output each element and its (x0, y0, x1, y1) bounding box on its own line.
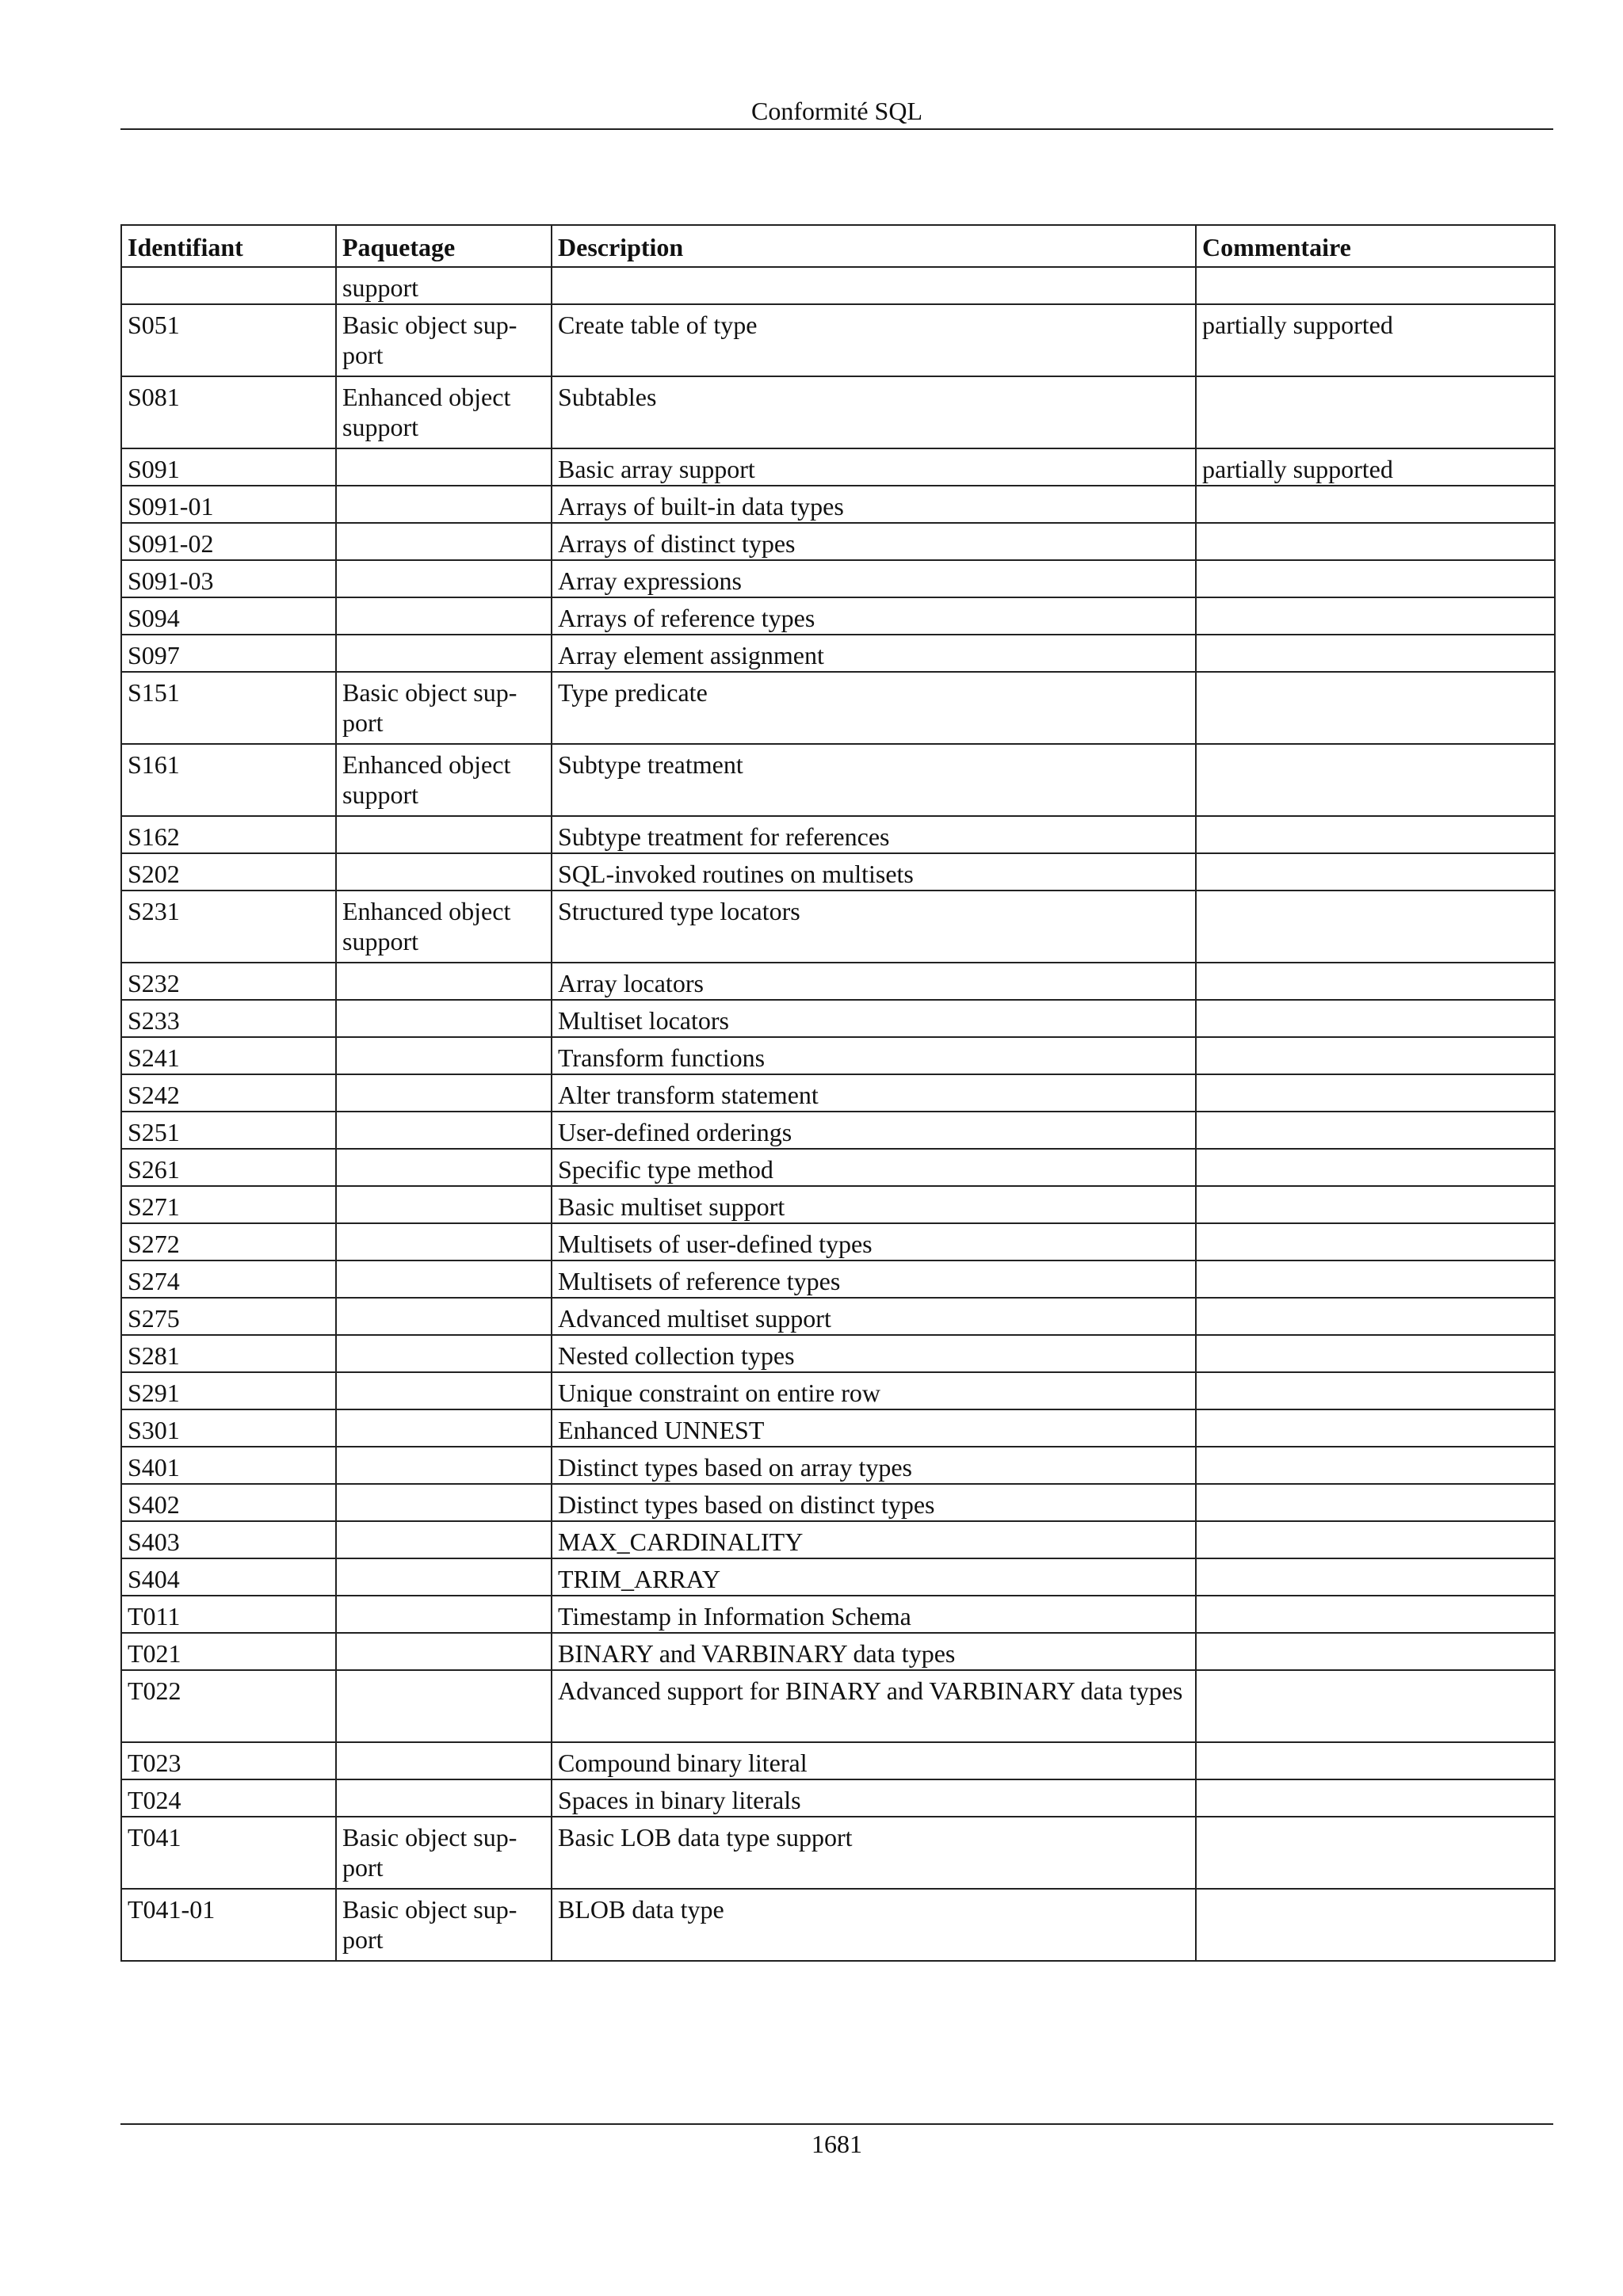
cell-paquetage: Basic object sup-port (336, 672, 552, 744)
cell-description: TRIM_ARRAY (552, 1558, 1196, 1596)
cell-paquetage (336, 1186, 552, 1223)
column-header-description: Description (552, 225, 1196, 267)
table-row (121, 267, 1555, 304)
cell-identifiant: S281 (121, 1335, 336, 1372)
cell-paquetage (336, 560, 552, 597)
cell-identifiant: S202 (121, 853, 336, 891)
cell-paquetage (336, 1112, 552, 1149)
cell-description: Array element assignment (552, 635, 1196, 672)
table-row (121, 597, 1555, 635)
cell-commentaire (1196, 1596, 1555, 1633)
cell-commentaire: partially supported (1196, 448, 1555, 486)
cell-identifiant: S233 (121, 1000, 336, 1037)
cell-commentaire (1196, 672, 1555, 744)
cell-description: Distinct types based on distinct types (552, 1484, 1196, 1521)
table-row (121, 1779, 1555, 1817)
cell-identifiant: S241 (121, 1037, 336, 1074)
cell-identifiant: S404 (121, 1558, 336, 1596)
cell-identifiant: T022 (121, 1670, 336, 1742)
cell-identifiant: S231 (121, 891, 336, 963)
cell-description: Timestamp in Information Schema (552, 1596, 1196, 1633)
table-row (121, 1889, 1555, 1961)
table-body (121, 267, 1555, 1961)
cell-description: Arrays of distinct types (552, 523, 1196, 560)
cell-description: Basic LOB data type support (552, 1817, 1196, 1889)
table-row (121, 672, 1555, 744)
table-row (121, 1335, 1555, 1372)
cell-description: Compound binary literal (552, 1742, 1196, 1779)
cell-identifiant: S097 (121, 635, 336, 672)
cell-commentaire: partially supported (1196, 304, 1555, 376)
cell-commentaire (1196, 1112, 1555, 1149)
cell-description: Advanced support for BINARY and VARBINARY data types (552, 1670, 1196, 1742)
page-header-title: Conformité SQL (751, 97, 922, 125)
table-row (121, 1558, 1555, 1596)
cell-description: SQL-invoked routines on multisets (552, 853, 1196, 891)
table-row (121, 744, 1555, 816)
cell-identifiant: S151 (121, 672, 336, 744)
cell-identifiant: S051 (121, 304, 336, 376)
table-row (121, 853, 1555, 891)
cell-description: Arrays of built-in data types (552, 486, 1196, 523)
cell-paquetage (336, 1484, 552, 1521)
cell-paquetage: support (336, 267, 552, 304)
cell-identifiant: S091-03 (121, 560, 336, 597)
cell-commentaire (1196, 816, 1555, 853)
cell-commentaire (1196, 1000, 1555, 1037)
cell-description: Structured type locators (552, 891, 1196, 963)
table-row (121, 376, 1555, 448)
column-header-commentaire: Commentaire (1196, 225, 1555, 267)
cell-commentaire (1196, 1521, 1555, 1558)
cell-paquetage: Enhanced object support (336, 376, 552, 448)
cell-identifiant: T024 (121, 1779, 336, 1817)
cell-identifiant: S401 (121, 1447, 336, 1484)
cell-commentaire (1196, 1779, 1555, 1817)
cell-paquetage: Enhanced object support (336, 891, 552, 963)
table-row (121, 1112, 1555, 1149)
cell-paquetage (336, 1633, 552, 1670)
cell-commentaire (1196, 1447, 1555, 1484)
cell-paquetage (336, 1447, 552, 1484)
cell-paquetage (336, 1742, 552, 1779)
cell-identifiant: S161 (121, 744, 336, 816)
cell-identifiant: S274 (121, 1261, 336, 1298)
cell-description: Arrays of reference types (552, 597, 1196, 635)
cell-identifiant: S402 (121, 1484, 336, 1521)
cell-commentaire (1196, 267, 1555, 304)
cell-paquetage (336, 448, 552, 486)
cell-paquetage: Basic object sup-port (336, 1817, 552, 1889)
cell-description: Subtables (552, 376, 1196, 448)
table-row (121, 448, 1555, 486)
cell-paquetage (336, 1779, 552, 1817)
cell-paquetage (336, 486, 552, 523)
cell-description: MAX_CARDINALITY (552, 1521, 1196, 1558)
cell-description: Multisets of reference types (552, 1261, 1196, 1298)
cell-commentaire (1196, 1261, 1555, 1298)
cell-paquetage (336, 1000, 552, 1037)
cell-description: Distinct types based on array types (552, 1447, 1196, 1484)
page-header (120, 93, 1553, 130)
cell-description: Specific type method (552, 1149, 1196, 1186)
cell-identifiant: T011 (121, 1596, 336, 1633)
cell-description: Nested collection types (552, 1335, 1196, 1372)
cell-description: Create table of type (552, 304, 1196, 376)
cell-paquetage (336, 853, 552, 891)
table-row (121, 1633, 1555, 1670)
table-row (121, 1670, 1555, 1742)
cell-paquetage (336, 523, 552, 560)
cell-commentaire (1196, 744, 1555, 816)
cell-description: Multiset locators (552, 1000, 1196, 1037)
page-footer (120, 2123, 1553, 2161)
cell-commentaire (1196, 1409, 1555, 1447)
table-row (121, 1484, 1555, 1521)
cell-commentaire (1196, 486, 1555, 523)
cell-commentaire (1196, 1149, 1555, 1186)
table-header-row (121, 225, 1555, 267)
cell-paquetage (336, 1335, 552, 1372)
cell-description (552, 267, 1196, 304)
cell-description: Multisets of user-defined types (552, 1223, 1196, 1261)
cell-identifiant: S251 (121, 1112, 336, 1149)
table-row (121, 1261, 1555, 1298)
cell-identifiant: S091 (121, 448, 336, 486)
table-row (121, 1447, 1555, 1484)
cell-description: Basic multiset support (552, 1186, 1196, 1223)
cell-description: Array expressions (552, 560, 1196, 597)
cell-commentaire (1196, 1298, 1555, 1335)
cell-commentaire (1196, 1335, 1555, 1372)
cell-description: Enhanced UNNEST (552, 1409, 1196, 1447)
cell-paquetage (336, 1596, 552, 1633)
cell-description: Subtype treatment (552, 744, 1196, 816)
cell-commentaire (1196, 1742, 1555, 1779)
table-row (121, 1521, 1555, 1558)
cell-description: User-defined orderings (552, 1112, 1196, 1149)
cell-commentaire (1196, 1037, 1555, 1074)
cell-paquetage (336, 597, 552, 635)
table-row (121, 816, 1555, 853)
cell-commentaire (1196, 376, 1555, 448)
cell-paquetage (336, 816, 552, 853)
cell-commentaire (1196, 597, 1555, 635)
table-row (121, 891, 1555, 963)
cell-paquetage (336, 1670, 552, 1742)
cell-identifiant: T041-01 (121, 1889, 336, 1961)
table-row (121, 1186, 1555, 1223)
table-row (121, 1409, 1555, 1447)
cell-paquetage: Basic object sup-port (336, 304, 552, 376)
cell-description: Alter transform statement (552, 1074, 1196, 1112)
cell-commentaire (1196, 1484, 1555, 1521)
cell-description: Unique constraint on entire row (552, 1372, 1196, 1409)
column-header-identifiant: Identifiant (121, 225, 336, 267)
cell-identifiant: S232 (121, 963, 336, 1000)
table-row (121, 486, 1555, 523)
cell-identifiant: T041 (121, 1817, 336, 1889)
cell-description: Array locators (552, 963, 1196, 1000)
cell-identifiant: S271 (121, 1186, 336, 1223)
cell-description: Advanced multiset support (552, 1298, 1196, 1335)
table-row (121, 304, 1555, 376)
cell-paquetage (336, 1409, 552, 1447)
cell-commentaire (1196, 1670, 1555, 1742)
table-row (121, 1149, 1555, 1186)
table-row (121, 1074, 1555, 1112)
cell-identifiant: S275 (121, 1298, 336, 1335)
cell-description: Transform functions (552, 1037, 1196, 1074)
cell-identifiant: S162 (121, 816, 336, 853)
cell-identifiant: S272 (121, 1223, 336, 1261)
conformance-table (120, 224, 1556, 1962)
cell-identifiant: S094 (121, 597, 336, 635)
table-row (121, 1742, 1555, 1779)
cell-commentaire (1196, 1889, 1555, 1961)
table-row (121, 635, 1555, 672)
cell-commentaire (1196, 891, 1555, 963)
table-row (121, 1037, 1555, 1074)
column-header-paquetage: Paquetage (336, 225, 552, 267)
cell-paquetage (336, 1223, 552, 1261)
cell-description: Spaces in binary literals (552, 1779, 1196, 1817)
cell-paquetage: Enhanced object support (336, 744, 552, 816)
cell-identifiant: T023 (121, 1742, 336, 1779)
table-row (121, 1223, 1555, 1261)
cell-commentaire (1196, 963, 1555, 1000)
cell-commentaire (1196, 1074, 1555, 1112)
cell-identifiant: S091-02 (121, 523, 336, 560)
cell-paquetage (336, 1149, 552, 1186)
cell-paquetage (336, 963, 552, 1000)
table-row (121, 560, 1555, 597)
table-row (121, 963, 1555, 1000)
table-row (121, 1596, 1555, 1633)
cell-paquetage (336, 1037, 552, 1074)
cell-paquetage (336, 1298, 552, 1335)
cell-paquetage (336, 1558, 552, 1596)
cell-identifiant: S242 (121, 1074, 336, 1112)
cell-description: Type predicate (552, 672, 1196, 744)
cell-identifiant: S291 (121, 1372, 336, 1409)
cell-description: Subtype treatment for references (552, 816, 1196, 853)
cell-commentaire (1196, 1372, 1555, 1409)
table-header (121, 225, 1555, 267)
cell-paquetage (336, 1074, 552, 1112)
cell-commentaire (1196, 1633, 1555, 1670)
cell-paquetage (336, 1372, 552, 1409)
cell-identifiant: S261 (121, 1149, 336, 1186)
cell-description: Basic array support (552, 448, 1196, 486)
cell-paquetage (336, 635, 552, 672)
cell-commentaire (1196, 523, 1555, 560)
cell-identifiant: T021 (121, 1633, 336, 1670)
cell-commentaire (1196, 853, 1555, 891)
cell-commentaire (1196, 1186, 1555, 1223)
cell-description: BLOB data type (552, 1889, 1196, 1961)
cell-paquetage: Basic object sup-port (336, 1889, 552, 1961)
cell-identifiant: S081 (121, 376, 336, 448)
cell-description: BINARY and VARBINARY data types (552, 1633, 1196, 1670)
cell-identifiant: S403 (121, 1521, 336, 1558)
table-row (121, 1000, 1555, 1037)
cell-identifiant: S091-01 (121, 486, 336, 523)
cell-paquetage (336, 1261, 552, 1298)
table-row (121, 523, 1555, 560)
table-row (121, 1372, 1555, 1409)
cell-identifiant: S301 (121, 1409, 336, 1447)
cell-commentaire (1196, 1223, 1555, 1261)
cell-identifiant (121, 267, 336, 304)
table-row (121, 1817, 1555, 1889)
table-row (121, 1298, 1555, 1335)
cell-paquetage (336, 1521, 552, 1558)
cell-commentaire (1196, 560, 1555, 597)
page-number: 1681 (812, 2130, 862, 2158)
cell-commentaire (1196, 1558, 1555, 1596)
cell-commentaire (1196, 635, 1555, 672)
cell-commentaire (1196, 1817, 1555, 1889)
